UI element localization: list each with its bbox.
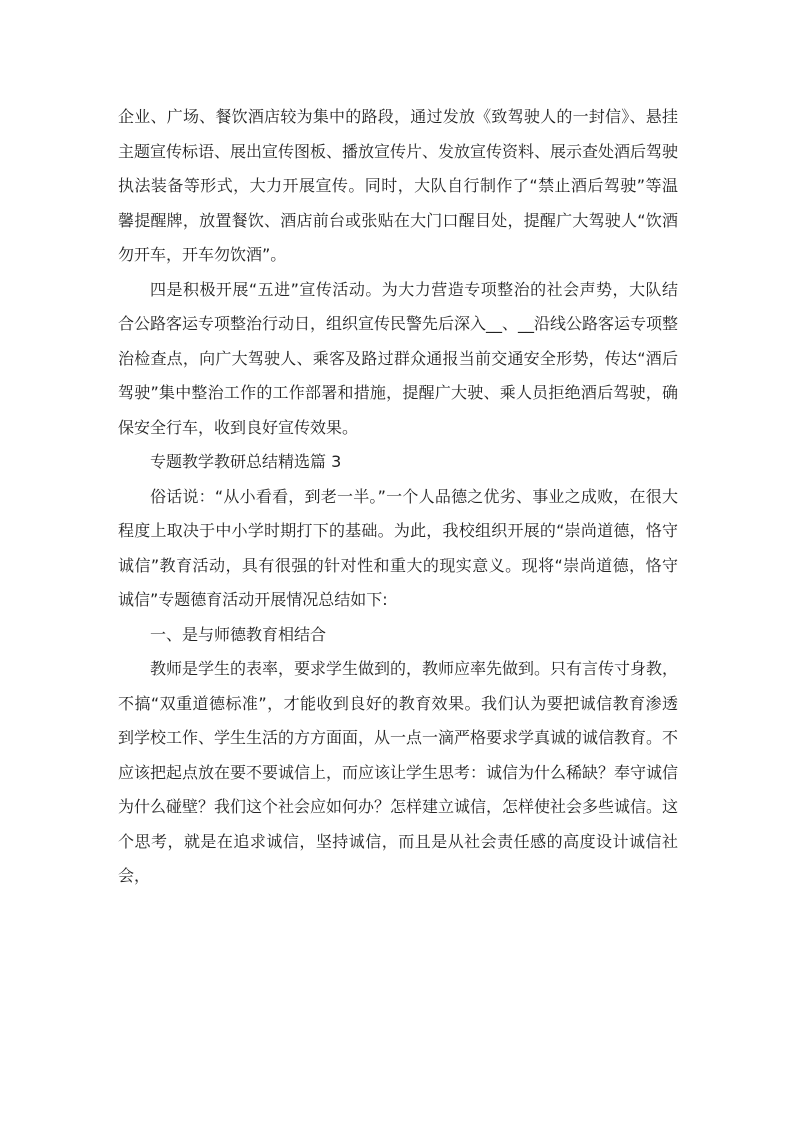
section-heading-part-3: 专题教学教研总结精选篇 3 (150, 452, 342, 471)
subheading-teacher-ethics: 一、是与师德教育相结合 (150, 624, 327, 644)
paragraph-publicity-methods: 企业、广场、餐饮酒店较为集中的路段，通过发放《致驾驶人的一封信》、悬挂主题宣传标语、展出宣传图板、播放宣传片、发放宣传资料、展示查处酒后驾驶执法装备等形式，大力开展宣传。同时，大队自行制作了“禁止酒后驾驶”等温馨提醒牌，放置餐饮、酒店前台或张贴在大门口醒目处，提醒广大驾驶人“饮酒勿开车，开车勿饮酒”。 (118, 107, 679, 264)
paragraph-five-entries-campaign: 四是积极开展“五进”宣传活动。为大力营造专项整治的社会声势，大队结合公路客运专项整治行动日，组织宣传民警先后深入__、__沿线公路客运专项整治检查点，向广大驾驶人、乘客及路过群众通报当前交通安全形势，传达“酒后驾驶”集中整治工作的工作部署和措施，提醒广大驶、乘人员拒绝酒后驾驶，确保安全行车，收到良好宣传效果。 (118, 279, 679, 437)
paragraph-teacher-role-model: 教师是学生的表率，要求学生做到的，教师应率先做到。只有言传寸身教，不搞“双重道德标准”，才能收到良好的教育效果。我们认为要把诚信教育渗透到学校工作、学生生活的方方面面，从一点一滴严格要求学真诚的诚信教育。不应该把起点放在要不要诚信上，而应该让学生思考：诚信为什么稀缺？奉守诚信为什么碰壁？我们这个社会应如何办？怎样建立诚信，怎样使社会多些诚信。这个思考，就是在追求诚信，坚持诚信，而且是从社会责任感的高度设计诚信社会， (118, 659, 679, 885)
paragraph-integrity-education-intro: 俗话说：“从小看看，到老一半。”一个人品德之优劣、事业之成败，在很大程度上取决于中小学时期打下的基础。为此，我校组织开展的“崇尚道德，恪守诚信”教育活动，具有很强的针对性和重大的现实意义。现将“崇尚道德，恪守诚信”专题德育活动开展情况总结如下: (118, 486, 678, 609)
document-body (118, 100, 678, 894)
